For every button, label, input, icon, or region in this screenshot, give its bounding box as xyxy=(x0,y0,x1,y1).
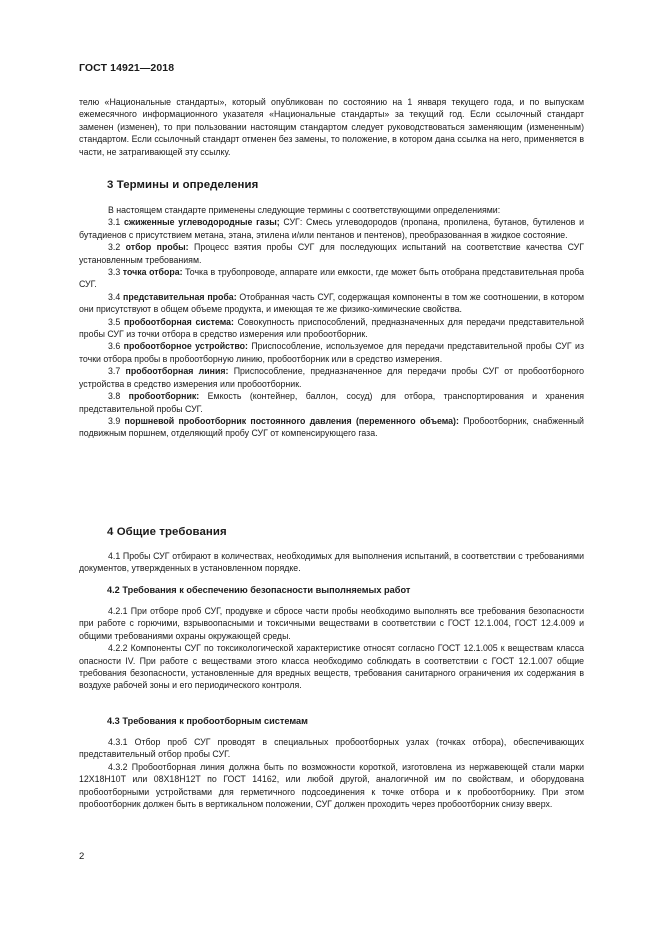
definition-term: поршневой пробоотборник постоянного давления (переменного объема): xyxy=(124,415,459,426)
definition-item: 3.6 пробоотборное устройство: Приспособление, используемое для передачи представительной пробы СУГ из точки отбора пробы в пробоотборную линию, пробоотборник или в средство измерения. xyxy=(79,341,585,364)
paragraph-4-2-1: 4.2.1 При отборе проб СУГ, продувке и сбросе части пробы необходимо выполнять все требования безопасности при работе с горючими, взрывоопасными и токсичными веществами в соответствии с ГОСТ 12.1.004, ГОСТ 12.4.009 и общими требованиями охраны окружающей среды. xyxy=(79,606,584,641)
definition-text: Приспособление, предназначенное для передачи пробы СУГ от пробоотборного устройства в средство измерения или пробоотборник. xyxy=(79,366,584,389)
subsection-4-2-title: 4.2 Требования к обеспечению безопасности выполняемых работ xyxy=(107,585,411,595)
definition-term: сжиженные углеводородные газы; xyxy=(123,217,280,228)
definition-item: 3.9 поршневой пробоотборник постоянного давления (переменного объема): Пробоотборник, снабженный подвижным поршнем, отделяющий пробу СУГ от компенсирующего газа. xyxy=(79,415,584,439)
section-3-body xyxy=(79,204,584,440)
definition-text: СУГ: Смесь углеводородов (пропана, пропилена, бутанов, бутиленов и бутадиенов с присутствием метана, этана, этилена и/или пентанов и пентенов), преобразованная в жидкое состояние. xyxy=(79,217,584,240)
definition-term: отбор пробы: xyxy=(125,242,189,253)
definition-item: 3.1 сжиженные углеводородные газы; СУГ: Смесь углеводородов (пропана, пропилена, бутанов, бутиленов и бутадиенов с присутствием метана, этана, этилена и/или пентанов и пентенов), преобразованная в жидкое состояние. xyxy=(79,217,584,240)
paragraph-4-3-1: 4.3.1 Отбор проб СУГ проводят в специальных пробоотборных узлах (точках отбора), обеспечивающих представительный отбор пробы СУГ. xyxy=(79,737,584,760)
definition-item: 3.2 отбор пробы: Процесс взятия пробы СУГ для последующих испытаний на соответствие качества СУГ установленным требованиям. xyxy=(79,242,584,265)
section-3-title: 3 Термины и определения xyxy=(107,179,259,191)
definition-item: 3.4 представительная проба: Отобранная часть СУГ, содержащая компоненты в том же соотношении, в котором они присутствуют в общем объеме продукта, и имеющая те же физико-химические свойства. xyxy=(79,291,584,315)
definition-term: пробоотборник: xyxy=(128,391,200,402)
definition-term: пробоотборное устройство: xyxy=(123,341,248,352)
paragraph-4-1: 4.1 Пробы СУГ отбирают в количествах, необходимых для выполнения испытаний, в соответствии с требованиями документов, утвержденных в установленном порядке. xyxy=(79,551,584,574)
intro-paragraph xyxy=(79,96,584,158)
definition-item: 3.8 пробоотборник: Емкость (контейнер, баллон, сосуд) для отбора, транспортирования и хранения представительной пробы СУГ. xyxy=(79,391,584,414)
definition-text: Приспособление, используемое для передачи представительной пробы СУГ из точки отбора пробы в пробоотборную линию, пробоотборник или в средство измерения. xyxy=(79,341,585,364)
section-4-1-body xyxy=(79,550,584,575)
page-number: 2 xyxy=(79,851,85,862)
definition-text: Пробоотборник, снабженный подвижным поршнем, отделяющий пробу СУГ от компенсирующего газа. xyxy=(79,415,584,439)
document-header: ГОСТ 14921—2018 xyxy=(79,62,175,74)
paragraph-4-2-2: 4.2.2 Компоненты СУГ по токсикологической характеристике относят согласно ГОСТ 12.1.005 к веществам класса опасности IV. При работе с веществами этого класса необходимо соблюдать в соответствии с ГОСТ 12.1.007 общие требования безопасности, установленные для вредных веществ, требования санитарного ограничения их содержания в воздухе рабочей зоны и его периодического контроля. xyxy=(79,643,584,691)
definition-term: пробоотборная линия: xyxy=(125,366,229,377)
definition-text: Емкость (контейнер, баллон, сосуд) для отбора, транспортирования и хранения представительной пробы СУГ. xyxy=(79,391,584,414)
intro-text: телю «Национальные стандарты», который опубликован по состоянию на 1 января текущего года, и по выпускам ежемесячного информационного указателя «Национальные стандарты» за текущий год. Если ссылочный стандарт заменен (изменен), то при пользовании настоящим стандартом следует руководствоваться заменяющим (измененным) стандартом. Если ссылочный стандарт отменен без замены, то положение, в котором дана ссылка на него, применяется в части, не затрагивающей эту ссылку. xyxy=(79,97,584,157)
subsection-4-3-title: 4.3 Требования к пробоотборным системам xyxy=(107,716,308,726)
definition-text: Совокупность приспособлений, предназначенных для передачи представительной пробы СУГ из точки отбора в средство измерения или пробоотборник. xyxy=(79,316,584,340)
section-4-title: 4 Общие требования xyxy=(107,526,227,538)
definition-item: 3.7 пробоотборная линия: Приспособление, предназначенное для передачи пробы СУГ от пробоотборного устройства в средство измерения или пробоотборник. xyxy=(79,366,584,389)
definition-text: Точка в трубопроводе, аппарате или емкости, где может быть отобрана представительная проба СУГ. xyxy=(79,267,584,290)
subsection-4-3-body xyxy=(79,736,584,810)
definition-term: пробоотборная система: xyxy=(123,316,234,327)
definition-term: точка отбора: xyxy=(122,267,183,278)
definition-term: представительная проба: xyxy=(123,291,237,302)
paragraph-4-3-2: 4.3.2 Пробоотборная линия должна быть по возможности короткой, изготовлена из нержавеющей стали марки 12Х18Н10Т или 08Х18Н12Т по ГОСТ 14162, или любой другой, аналогичной им по свойствам, и оборудована пробоотборными устройствами для герметичного подсоединения к точке отбора и к пробоотборнику. При этом пробоотборник должен быть в вертикальном положении, СУГ должен проходить через пробоотборник снизу вверх. xyxy=(79,761,584,810)
definition-text: Процесс взятия пробы СУГ для последующих испытаний на соответствие качества СУГ установленным требованиям. xyxy=(79,242,584,265)
section-3-lead: В настоящем стандарте применены следующие термины с соответствующими определениями: xyxy=(108,205,501,215)
subsection-4-2-body xyxy=(79,605,584,692)
definition-text: Отобранная часть СУГ, содержащая компоненты в том же соотношении, в котором они присутствуют в общем объеме продукта, и имеющая те же физико-химические свойства. xyxy=(79,291,584,315)
definition-item: 3.3 точка отбора: Точка в трубопроводе, аппарате или емкости, где может быть отобрана представительная проба СУГ. xyxy=(79,267,584,290)
definition-item: 3.5 пробоотборная система: Совокупность приспособлений, предназначенных для передачи представительной пробы СУГ из точки отбора в средство измерения или пробоотборник. xyxy=(79,316,584,340)
